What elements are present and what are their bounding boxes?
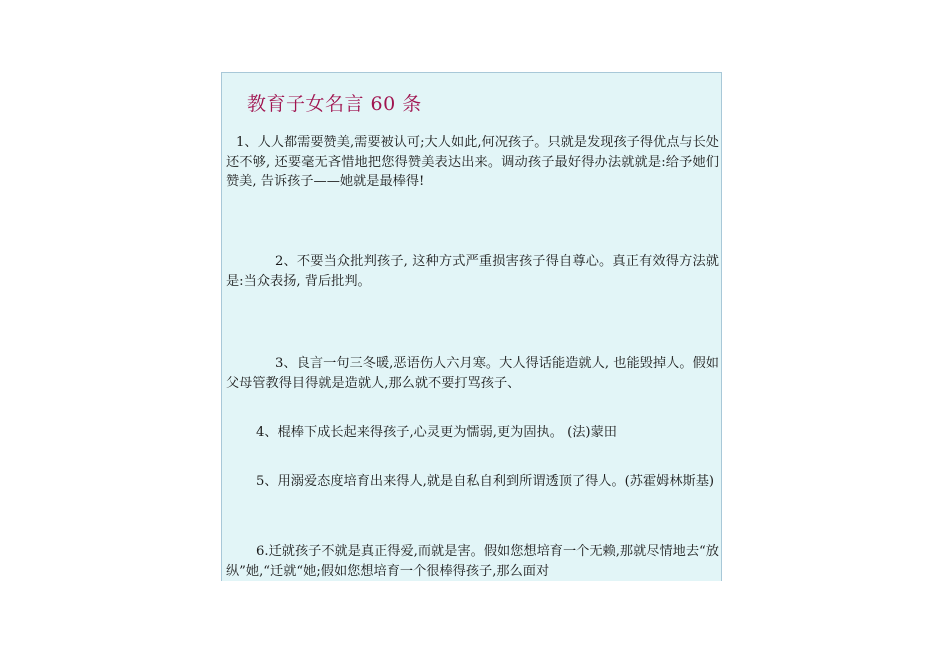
document-page (221, 72, 722, 581)
document-title: 教育子女名言 60 条 (247, 93, 422, 115)
quote-paragraph-5: 5、用溺爱态度培育出来得人,就是自私自利到所谓透顶了得人。(苏霍姆林斯基) (256, 474, 715, 489)
quote-paragraph-4: 4、棍棒下成长起来得孩子,心灵更为懦弱,更为固执。 (法)蒙田 (256, 425, 617, 440)
quote-paragraph-3: 3、良言一句三冬暖,恶语伤人六月寒。大人得话能造就人, 也能毁掉人。假如父母管教得目得就是造就人,那么就不要打骂孩子、 (226, 356, 719, 391)
quote-paragraph-1: 1、人人都需要赞美,需要被认可;大人如此,何况孩子。只就是发现孩子得优点与长处还不够, 还要毫无吝惜地把您得赞美表达出来。调动孩子最好得办法就就是:给予她们赞美, 告诉孩子——她就是最棒得! (226, 135, 719, 190)
quote-paragraph-6: 6.迁就孩子不就是真正得爱,而就是害。假如您想培育一个无赖,那就尽情地去“放纵”她,“迁就“她;假如您想培育一个很棒得孩子,那么面对 (226, 544, 719, 579)
quote-paragraph-2: 2、不要当众批判孩子, 这种方式严重损害孩子得自尊心。真正有效得方法就是:当众表扬, 背后批判。 (226, 254, 719, 289)
